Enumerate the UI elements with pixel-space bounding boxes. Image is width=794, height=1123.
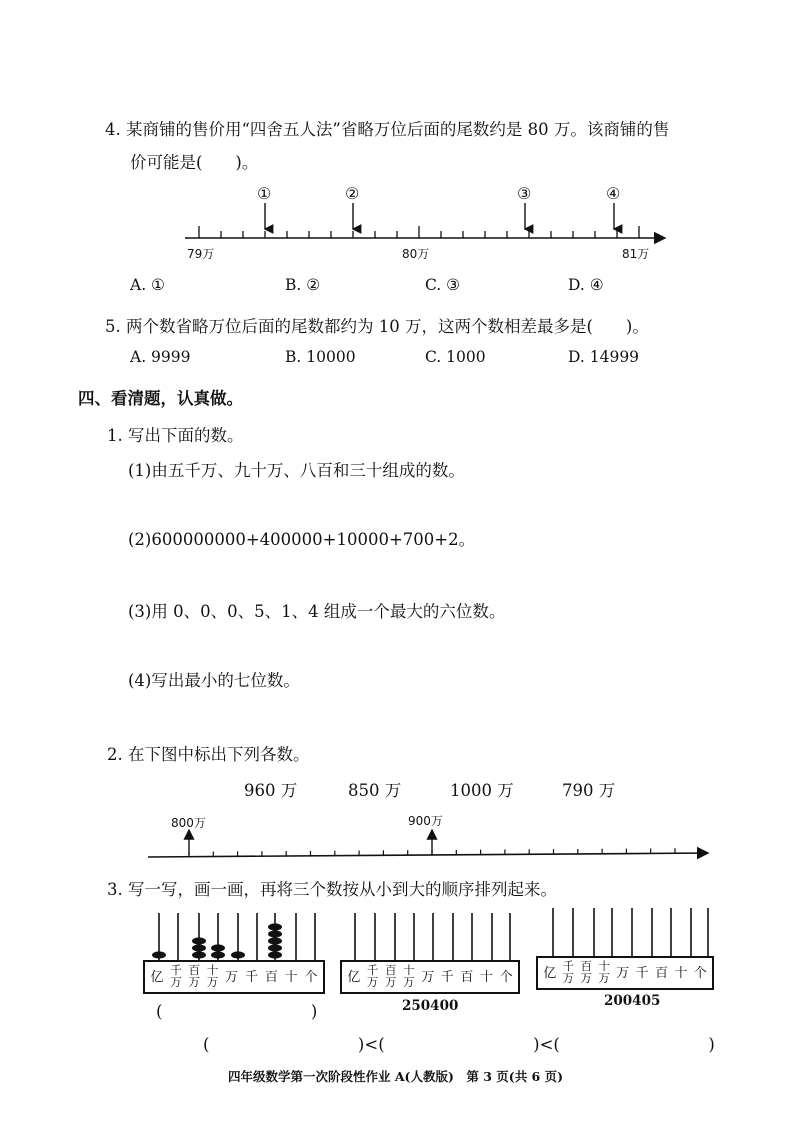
abacus-bead — [211, 944, 225, 951]
order-row[interactable]: ( )<( )<( ) — [203, 1035, 715, 1054]
place-shi: 十 — [674, 965, 688, 981]
place-qianwan: 千 万 — [562, 959, 575, 985]
place-baiwan: 百 万 — [188, 963, 201, 989]
s4-axis-label-900: 900万 — [408, 814, 443, 828]
q4-option-a: A. ① — [130, 276, 165, 294]
place-qian: 千 — [245, 969, 259, 985]
s4-sub2-title: 2. 在下图中标出下列各数。 — [107, 745, 310, 764]
section4-title: 四、看清题，认真做。 — [78, 389, 243, 408]
q4-marker-2: ② — [345, 184, 360, 203]
place-baiwan: 百 万 — [385, 963, 397, 989]
s4-sub3-title: 3. 写一写，画一画，再将三个数按从小到大的顺序排列起来。 — [107, 880, 557, 899]
abacus-bead — [152, 951, 166, 958]
abacus-bead — [268, 930, 282, 937]
abacus-bead — [192, 944, 206, 951]
place-yi: 亿 — [347, 969, 361, 985]
s4-sub1-title: 1. 写出下面的数。 — [107, 426, 244, 445]
s4-sub1-item4: (4)写出最小的七位数。 — [128, 671, 300, 690]
abacus-3-value: 200405 — [604, 993, 661, 1009]
abacus-bead — [192, 937, 206, 944]
place-yi: 亿 — [543, 965, 557, 981]
q4-line1: 4. 某商铺的售价用“四舍五人法”省略万位后面的尾数约是 80 万。该商铺的售 — [105, 120, 670, 139]
place-bai: 百 — [654, 965, 668, 981]
s4-sub2-number-960: 960 万 — [244, 781, 298, 800]
q4-axis-label-81: 81万 — [622, 247, 650, 261]
place-wan: 万 — [421, 969, 435, 985]
q4-line2: 价可能是( )。 — [130, 153, 259, 172]
q5-option-a: A. 9999 — [130, 348, 191, 366]
abacus-bead — [211, 951, 225, 958]
place-yi: 亿 — [150, 969, 164, 985]
place-ge: 个 — [304, 969, 318, 985]
abacus-2-frame — [340, 960, 520, 994]
place-baiwan: 百 万 — [580, 959, 592, 985]
s4-sub1-item3: (3)用 0、0、0、5、1、4 组成一个最大的六位数。 — [128, 602, 506, 621]
place-shi: 十 — [284, 969, 298, 985]
q5-option-b: B. 10000 — [285, 348, 356, 366]
abacus-1-answer-blank[interactable]: ( ) — [156, 1002, 318, 1021]
q4-axis-label-79: 79万 — [187, 247, 215, 261]
place-shi: 十 — [480, 969, 494, 985]
s4-sub1-item1: (1)由五千万、九十万、八百和三十组成的数。 — [128, 461, 465, 480]
abacus-bead — [192, 951, 206, 958]
q4-marker-4: ④ — [606, 184, 621, 203]
place-ge: 个 — [499, 969, 513, 985]
s4-sub2-number-790: 790 万 — [562, 781, 616, 800]
place-qian: 千 — [440, 969, 454, 985]
place-bai: 百 — [460, 969, 474, 985]
place-qian: 千 — [635, 965, 649, 981]
q4-marker-3: ③ — [517, 184, 532, 203]
s4-sub1-item2: (2)600000000+400000+10000+700+2。 — [128, 530, 476, 549]
place-shiwan: 十 万 — [403, 963, 415, 989]
place-ge: 个 — [693, 965, 707, 981]
abacus-bead — [268, 944, 282, 951]
abacus-bead — [268, 923, 282, 930]
place-wan: 万 — [616, 965, 630, 981]
page-footer: 四年级数学第一次阶段性作业 A(人教版) 第 3 页(共 6 页) — [228, 1069, 564, 1084]
abacus-3-frame — [536, 956, 714, 990]
q5-option-c: C. 1000 — [425, 348, 486, 366]
q4-marker-1: ① — [257, 184, 272, 203]
abacus-bead — [268, 937, 282, 944]
abacus-bead — [231, 951, 245, 958]
place-shiwan: 十 万 — [598, 959, 610, 985]
q5-option-d: D. 14999 — [568, 348, 640, 366]
s4-sub2-number-850: 850 万 — [348, 781, 402, 800]
q4-option-c: C. ③ — [425, 276, 461, 294]
q4-axis-label-80: 80万 — [402, 247, 430, 261]
s4-axis-label-800: 800万 — [171, 816, 206, 830]
abacus-bead — [268, 951, 282, 958]
abacus-2-value: 250400 — [402, 998, 459, 1014]
place-qianwan: 千 万 — [366, 963, 379, 989]
q5-text: 5. 两个数省略万位后面的尾数都约为 10 万，这两个数相差最多是( )。 — [105, 317, 649, 336]
place-qianwan: 千 万 — [170, 963, 182, 989]
place-wan: 万 — [225, 969, 239, 985]
q4-option-d: D. ④ — [568, 276, 604, 294]
s4-sub2-number-1000: 1000 万 — [450, 781, 514, 800]
q4-option-b: B. ② — [285, 276, 321, 294]
abacus-1-frame — [143, 960, 325, 994]
place-bai: 百 — [264, 969, 278, 985]
place-shiwan: 十 万 — [206, 963, 219, 989]
